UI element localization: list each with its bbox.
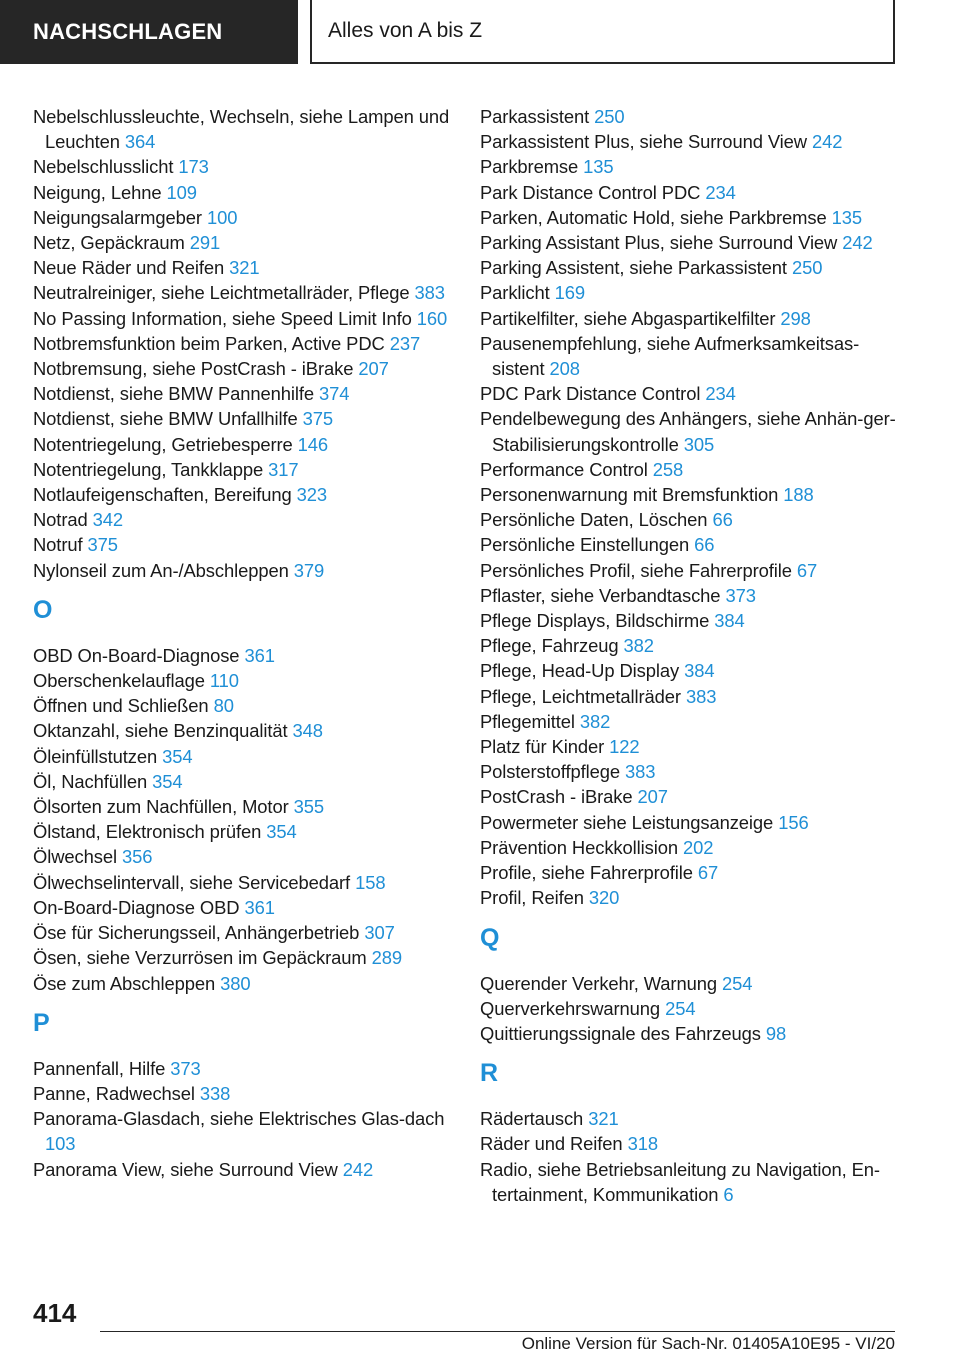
- entry-term: Neue Räder und Reifen: [33, 257, 225, 279]
- page-title: Alles von A bis Z: [310, 0, 895, 64]
- page-reference-link[interactable]: 318: [627, 1133, 658, 1155]
- page-reference-link[interactable]: 242: [342, 1158, 374, 1180]
- index-entry: [33, 457, 453, 482]
- index-entry: [480, 507, 900, 532]
- section-letter: O: [33, 595, 53, 624]
- section-label: NACHSCHLAGEN: [0, 0, 298, 64]
- entry-term: Notruf: [33, 534, 83, 556]
- entry-term: PDC Park Distance Control: [480, 383, 701, 405]
- page-reference-link[interactable]: 380: [220, 972, 251, 994]
- index-entry: [480, 658, 900, 683]
- entry-term: Pendelbewegung des Anhängers, siehe Anhän-ger-Stabilisierungskontrolle: [480, 408, 896, 455]
- index-entry: [33, 507, 453, 532]
- entry-term: Pflege, Leichtmetallräder: [480, 685, 681, 707]
- page-reference-link[interactable]: 382: [579, 710, 611, 732]
- index-entry: [480, 684, 900, 709]
- index-entry: [480, 1131, 900, 1156]
- entry-term: Pausenempfehlung, siehe Aufmerksamkeitsas-sistent: [480, 332, 860, 380]
- index-entry: [33, 718, 453, 743]
- page-reference-link[interactable]: 298: [780, 307, 811, 329]
- page-reference-link[interactable]: 321: [229, 257, 260, 279]
- entry-term: Pflege Displays, Bildschirme: [480, 610, 710, 632]
- page-reference-link[interactable]: 109: [166, 181, 197, 203]
- index-entry: [33, 356, 453, 381]
- page-reference-link[interactable]: 237: [389, 332, 421, 354]
- index-entry: [33, 1157, 453, 1182]
- entry-term: Persönliches Profil, siehe Fahrerprofile: [480, 559, 792, 581]
- index-entry: [33, 945, 453, 970]
- index-entry: [33, 643, 453, 668]
- index-entry: [480, 558, 900, 583]
- page-reference-link[interactable]: 100: [206, 206, 238, 228]
- entry-term: Ölwechselintervall, siehe Servicebedarf: [33, 871, 351, 893]
- page-reference-link[interactable]: 66: [712, 509, 733, 531]
- index-entry: [480, 885, 900, 910]
- index-entry: [480, 583, 900, 608]
- entry-term: Ölwechsel: [33, 846, 117, 868]
- page-reference-link[interactable]: 122: [609, 736, 640, 758]
- entry-term: Nebelschlusslicht: [33, 156, 174, 178]
- index-entry: [33, 230, 453, 255]
- index-entry: [480, 971, 900, 996]
- page-reference-link[interactable]: 373: [170, 1057, 201, 1079]
- entry-term: Neutralreiniger, siehe Leichtmetallräder, Pflege: [33, 282, 410, 304]
- index-entry: [33, 154, 453, 179]
- index-entry: [480, 230, 900, 255]
- entry-term: Performance Control: [480, 458, 648, 480]
- page-reference-link[interactable]: 383: [414, 282, 445, 304]
- entry-term: Notentriegelung, Getriebesperre: [33, 433, 293, 455]
- entry-term: Öl, Nachfüllen: [33, 770, 148, 792]
- entry-term: Persönliche Daten, Löschen: [480, 509, 708, 531]
- index-entry: [480, 154, 900, 179]
- entry-term: Öleinfüllstutzen: [33, 745, 158, 767]
- page-number: 414: [33, 1298, 77, 1328]
- page-reference-link[interactable]: 356: [121, 846, 153, 868]
- entry-term: Räder und Reifen: [480, 1133, 623, 1155]
- index-entry: [480, 280, 900, 305]
- index-entry: [480, 205, 900, 230]
- index-entry: [33, 1056, 453, 1081]
- index-entry: [33, 482, 453, 507]
- index-entry: [33, 205, 453, 230]
- entry-term: Oktanzahl, siehe Benzinqualität: [33, 720, 288, 742]
- page-reference-link[interactable]: 202: [682, 836, 714, 858]
- entry-term: Pflegemittel: [480, 710, 575, 732]
- index-entry: [33, 920, 453, 945]
- page-reference-link[interactable]: 169: [554, 282, 586, 304]
- entry-term: Öse für Sicherungsseil, Anhängerbetrieb: [33, 922, 360, 944]
- entry-term: Öse zum Abschleppen: [33, 972, 216, 994]
- index-entry: [480, 860, 900, 885]
- page-reference-link[interactable]: 323: [296, 484, 328, 506]
- page-reference-link[interactable]: 208: [549, 358, 580, 380]
- entry-term: Ölsorten zum Nachfüllen, Motor: [33, 796, 289, 818]
- index-column-left: [33, 104, 453, 1182]
- page-reference-link[interactable]: 158: [355, 871, 386, 893]
- page-reference-link[interactable]: 110: [209, 670, 239, 692]
- entry-term: Notdienst, siehe BMW Unfallhilfe: [33, 408, 298, 430]
- entry-term: Querverkehrswarnung: [480, 997, 661, 1019]
- entry-term: PostCrash - iBrake: [480, 786, 633, 808]
- page-reference-link[interactable]: 156: [778, 811, 809, 833]
- entry-term: OBD On-Board-Diagnose: [33, 644, 240, 666]
- section-letter: Q: [480, 923, 500, 952]
- page-reference-link[interactable]: 250: [791, 257, 823, 279]
- page-reference-link[interactable]: 354: [162, 745, 193, 767]
- page-reference-link[interactable]: 67: [796, 559, 818, 581]
- page-reference-link[interactable]: 383: [624, 761, 656, 783]
- index-entry: [33, 406, 453, 431]
- index-entry: [480, 709, 900, 734]
- page-reference-link[interactable]: 361: [244, 896, 275, 918]
- page-reference-link[interactable]: 317: [268, 458, 299, 480]
- page-reference-link[interactable]: 291: [189, 232, 221, 254]
- entry-term: Pannenfall, Hilfe: [33, 1057, 166, 1079]
- page-reference-link[interactable]: 207: [637, 786, 668, 808]
- page-reference-link[interactable]: 382: [623, 635, 654, 657]
- section-letter: P: [33, 1008, 50, 1037]
- index-entry: [33, 280, 453, 305]
- entry-term: Parking Assistent, siehe Parkassistent: [480, 257, 787, 279]
- index-entry: [480, 457, 900, 482]
- page-reference-link[interactable]: 361: [244, 644, 275, 666]
- entry-term: Netz, Gepäckraum: [33, 232, 185, 254]
- entry-term: Parkassistent: [480, 106, 590, 127]
- entry-term: Panne, Radwechsel: [33, 1082, 195, 1104]
- entry-term: Pflege, Head-Up Display: [480, 660, 680, 682]
- index-entry: [480, 759, 900, 784]
- entry-term: Öffnen und Schließen: [33, 695, 209, 717]
- index-entry: [480, 608, 900, 633]
- entry-term: Pflege, Fahrzeug: [480, 635, 619, 657]
- page-reference-link[interactable]: 354: [152, 770, 183, 792]
- entry-term: Querender Verkehr, Warnung: [480, 972, 717, 994]
- page-reference-link[interactable]: 320: [588, 887, 620, 909]
- index-entry: [480, 306, 900, 331]
- page-reference-link[interactable]: 342: [92, 509, 124, 531]
- page-reference-link[interactable]: 6: [723, 1183, 734, 1205]
- entry-term: Notrad: [33, 509, 88, 531]
- page-reference-link[interactable]: 321: [588, 1108, 619, 1130]
- entry-term: Neigung, Lehne: [33, 181, 162, 203]
- page-reference-link[interactable]: 258: [652, 458, 684, 480]
- page-reference-link[interactable]: 375: [302, 408, 334, 430]
- index-entry: [33, 693, 453, 718]
- page-reference-link[interactable]: 98: [765, 1022, 787, 1044]
- entry-term: Radio, siehe Betriebsanleitung zu Navigation, En-tertainment, Kommunikation: [480, 1158, 880, 1205]
- entry-term: On-Board-Diagnose OBD: [33, 896, 240, 918]
- page-reference-link[interactable]: 379: [293, 559, 325, 581]
- index-entry: [33, 104, 453, 154]
- index-entry: [480, 734, 900, 759]
- index-entry: [480, 255, 900, 280]
- index-entry: [33, 532, 453, 557]
- entry-term: Profil, Reifen: [480, 887, 584, 909]
- footer-text: Online Version für Sach-Nr. 01405A10E95 - VI/20: [521, 1334, 895, 1353]
- entry-term: Nylonseil zum An-/Abschleppen: [33, 559, 289, 581]
- entry-term: Parking Assistant Plus, siehe Surround View: [480, 232, 838, 254]
- page-reference-link[interactable]: 66: [694, 534, 715, 556]
- entry-term: Panorama View, siehe Surround View: [33, 1158, 338, 1180]
- index-entry: [480, 104, 900, 129]
- page-reference-link[interactable]: 338: [199, 1082, 231, 1104]
- entry-term: No Passing Information, siehe Speed Limit Info: [33, 307, 412, 329]
- page-reference-link[interactable]: 374: [319, 383, 350, 405]
- index-column-right: [480, 104, 900, 1207]
- entry-term: Parkassistent Plus, siehe Surround View: [480, 131, 807, 153]
- page-reference-link[interactable]: 207: [358, 358, 389, 380]
- page-reference-link[interactable]: 135: [831, 206, 863, 228]
- page-reference-link[interactable]: 384: [684, 660, 715, 682]
- page-reference-link[interactable]: 173: [178, 156, 209, 178]
- page-reference-link[interactable]: 354: [266, 821, 297, 843]
- index-entry: [480, 1157, 900, 1207]
- entry-term: Park Distance Control PDC: [480, 181, 701, 203]
- page-reference-link[interactable]: 375: [87, 534, 118, 556]
- page-reference-link[interactable]: 254: [665, 997, 696, 1019]
- index-entry: [33, 895, 453, 920]
- page-reference-link[interactable]: 103: [45, 1133, 76, 1155]
- page-reference-link[interactable]: 160: [416, 307, 448, 329]
- index-entry: [480, 180, 900, 205]
- index-entry: [33, 844, 453, 869]
- entry-term: Nebelschlussleuchte, Wechseln, siehe Lampen und Leuchten: [33, 106, 450, 153]
- section-letter: R: [480, 1059, 499, 1088]
- index-entry: [480, 381, 900, 406]
- entry-term: Pflaster, siehe Verbandtasche: [480, 584, 721, 606]
- entry-term: Prävention Heckkollision: [480, 836, 678, 858]
- footer-divider: [100, 1331, 895, 1332]
- index-entry: [480, 996, 900, 1021]
- page-reference-link[interactable]: 234: [705, 383, 736, 405]
- entry-term: Notdienst, siehe BMW Pannenhilfe: [33, 383, 314, 405]
- entry-term: Ösen, siehe Verzurrösen im Gepäckraum: [33, 947, 367, 969]
- entry-term: Rädertausch: [480, 1108, 584, 1130]
- page-reference-link[interactable]: 242: [811, 131, 843, 153]
- page-reference-link[interactable]: 355: [293, 796, 324, 818]
- index-entry: [33, 331, 453, 356]
- page-reference-link[interactable]: 234: [705, 181, 736, 203]
- entry-term: Polsterstoffpflege: [480, 761, 620, 783]
- entry-term: Notentriegelung, Tankklappe: [33, 458, 264, 480]
- index-entry: [33, 381, 453, 406]
- page-reference-link[interactable]: 383: [685, 685, 717, 707]
- entry-term: Notbremsfunktion beim Parken, Active PDC: [33, 332, 385, 354]
- page-reference-link[interactable]: 289: [371, 947, 403, 969]
- index-entry: [33, 432, 453, 457]
- index-entry: [33, 668, 453, 693]
- index-entry: [480, 129, 900, 154]
- page-reference-link[interactable]: 135: [583, 156, 614, 178]
- index-entry: [480, 406, 900, 456]
- index-entry: [480, 1021, 900, 1046]
- index-entry: [480, 1106, 900, 1131]
- index-entry: [33, 1106, 453, 1156]
- page-reference-link[interactable]: 67: [697, 862, 719, 884]
- index-entry: [33, 971, 453, 996]
- entry-term: Panorama-Glasdach, siehe Elektrisches Glas-dach: [33, 1108, 445, 1130]
- page-reference-link[interactable]: 348: [292, 720, 323, 742]
- entry-term: Ölstand, Elektronisch prüfen: [33, 821, 262, 843]
- index-entry: [33, 255, 453, 280]
- index-entry: [33, 306, 453, 331]
- page-reference-link[interactable]: 373: [725, 584, 756, 606]
- entry-term: Parkbremse: [480, 156, 579, 178]
- entry-term: Neigungsalarmgeber: [33, 206, 202, 228]
- page-reference-link[interactable]: 250: [594, 106, 625, 127]
- entry-term: Platz für Kinder: [480, 736, 605, 758]
- index-entry: [33, 870, 453, 895]
- page-reference-link[interactable]: 146: [297, 433, 329, 455]
- entry-term: Personenwarnung mit Bremsfunktion: [480, 484, 779, 506]
- index-entry: [480, 810, 900, 835]
- index-entry: [480, 784, 900, 809]
- index-entry: [480, 482, 900, 507]
- entry-term: Parklicht: [480, 282, 550, 304]
- page-reference-link[interactable]: 80: [213, 695, 234, 717]
- page-reference-link[interactable]: 188: [783, 484, 814, 506]
- page-reference-link[interactable]: 307: [364, 922, 395, 944]
- entry-term: Partikelfilter, siehe Abgaspartikelfilter: [480, 307, 776, 329]
- page-reference-link[interactable]: 242: [842, 232, 873, 254]
- index-entry: [480, 331, 900, 381]
- index-entry: [33, 819, 453, 844]
- page-reference-link[interactable]: 384: [714, 610, 745, 632]
- entry-term: Quittierungssignale des Fahrzeugs: [480, 1022, 761, 1044]
- entry-term: Powermeter siehe Leistungsanzeige: [480, 811, 774, 833]
- page-reference-link[interactable]: 254: [721, 972, 753, 994]
- index-entry: [33, 794, 453, 819]
- entry-term: Notlaufeigenschaften, Bereifung: [33, 484, 292, 506]
- entry-term: Profile, siehe Fahrerprofile: [480, 862, 693, 884]
- entry-term: Notbremsung, siehe PostCrash - iBrake: [33, 358, 354, 380]
- index-entry: [33, 558, 453, 583]
- index-entry: [33, 180, 453, 205]
- entry-term: Oberschenkelauflage: [33, 670, 205, 692]
- index-entry: [33, 1081, 453, 1106]
- index-entry: [480, 633, 900, 658]
- page-reference-link[interactable]: 305: [683, 433, 715, 455]
- index-entry: [480, 835, 900, 860]
- entry-term: Persönliche Einstellungen: [480, 534, 690, 556]
- index-entry: [33, 769, 453, 794]
- index-entry: [480, 532, 900, 557]
- entry-term: Parken, Automatic Hold, siehe Parkbremse: [480, 206, 827, 228]
- index-entry: [33, 744, 453, 769]
- page-reference-link[interactable]: 364: [124, 131, 156, 153]
